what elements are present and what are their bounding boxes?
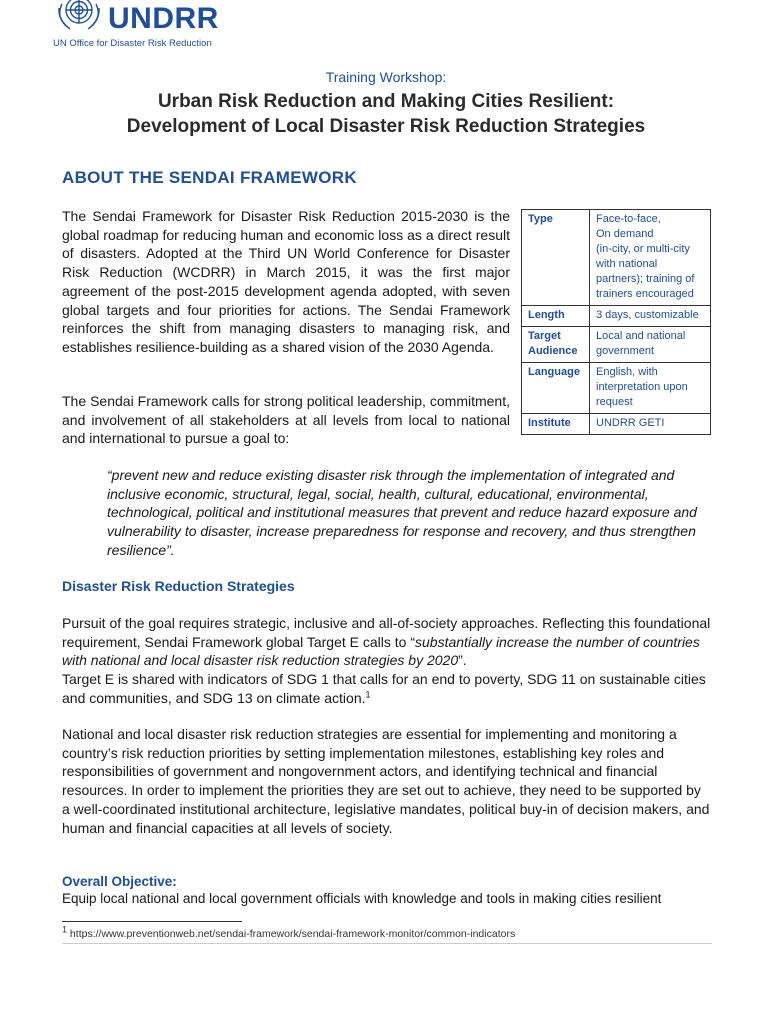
strategies-text-a: Pursuit of the goal requires strategic, inclusive and all-of-society approaches. Reflecting this foundational requirement, Sendai Framework global Target E calls to “ [62, 615, 711, 650]
info-key: Target Audience [522, 327, 590, 363]
strategies-text-b: ”. [458, 652, 467, 669]
info-value-line: Face-to-face, [596, 213, 661, 225]
info-value: English, with interpretation upon request [590, 363, 711, 414]
title-line-1: Urban Risk Reduction and Making Cities Resilient: [157, 91, 615, 112]
workshop-label: Training Workshop: [325, 69, 447, 85]
section-heading-about: ABOUT THE SENDAI FRAMEWORK [62, 168, 357, 187]
about-paragraph-1: The Sendai Framework for Disaster Risk Reduction 2015-2030 is the global roadmap for reducing human and economic loss as a direct result of disasters. Adopted at the Third UN World Conference for Disaster Risk Reduction (WCDRR) in March 2015, it was the first major agreement of the post-2015 development agenda adopted, with seven global targets and four priorities for actions. The Sendai Framework reinforces the shift from managing disasters to managing risk, and establishes resilience-building as a shared vision of the 2030 Agenda. [62, 208, 510, 355]
table-row [522, 363, 711, 414]
info-value: 3 days, customizable [590, 306, 711, 327]
page-title [0, 89, 768, 139]
strategies-paragraph-2: National and local disaster risk reduction strategies are essential for implementing and monitoring a country’s risk reduction priorities by setting implementation milestones, establishing key roles and responsibilities of government and nongovernment actors, and identifying technical and financial resources. In order to implement the priorities they are set out to achieve, they need to be supported by a well-coordinated institutional architecture, legislative mandates, political buy-in of decision makers, and human and financial capacities at all levels of society. [62, 726, 710, 836]
workshop-info-table [521, 209, 711, 435]
objective-text: Equip local national and local government officials with knowledge and tools in making cities resilient [62, 891, 662, 906]
title-line-2: Development of Local Disaster Risk Reduction Strategies [126, 116, 646, 137]
about-paragraph-2: The Sendai Framework calls for strong political leadership, commitment, and involvement of all stakeholders at all levels from local to national and international to pursue a goal to: [62, 393, 510, 447]
strategies-text-c: Target E is shared with indicators of SDG 1 that calls for an end to poverty, SDG 11 on sustainable cities and communities, and SDG 13 on climate action. [62, 671, 706, 706]
info-key: Language [522, 363, 590, 414]
target-e-quote: substantially increase the number of countries with national and local disaster risk reduction strategies by 2020 [62, 633, 700, 669]
table-row [522, 210, 711, 306]
footnote [62, 924, 516, 940]
table-row [522, 414, 711, 435]
footer-divider [62, 943, 712, 944]
info-value-line: On demand [596, 228, 654, 240]
info-value-line: (in-city, or multi-city with national partners); training of trainers encouraged [596, 243, 695, 300]
strategies-paragraph-1 [62, 614, 712, 708]
info-key: Length [522, 306, 590, 327]
footnote-link[interactable]: https://www.preventionweb.net/sendai-framework/sendai-framework-monitor/common-indicators [67, 928, 516, 940]
footnote-reference[interactable]: 1 [365, 689, 371, 700]
info-key: Institute [522, 414, 590, 435]
info-value: Local and national government [590, 327, 711, 363]
table-row [522, 306, 711, 327]
footnote-divider [62, 921, 242, 922]
info-value: UNDRR GETI [590, 414, 711, 435]
section-heading-strategies: Disaster Risk Reduction Strategies [62, 578, 295, 594]
info-key: Type [522, 210, 590, 306]
sendai-goal-quote: “prevent new and reduce existing disaster risk through the implementation of integrated and inclusive economic, structural, legal, social, health, cultural, educational, environmental, technological, political and institutional measures that prevent and reduce hazard exposure and vulnerability to disaster, increase preparedness for response and recovery, and thus strengthen resilience”. [107, 467, 697, 558]
footnote-mark: 1 [62, 924, 68, 935]
table-row [522, 327, 711, 363]
logo-wordmark: UNDRR [108, 2, 219, 35]
un-emblem-icon [52, 0, 106, 36]
info-value [590, 210, 711, 306]
logo-subtitle: UN Office for Disaster Risk Reduction [53, 38, 212, 49]
objective-heading: Overall Objective: [62, 874, 177, 889]
